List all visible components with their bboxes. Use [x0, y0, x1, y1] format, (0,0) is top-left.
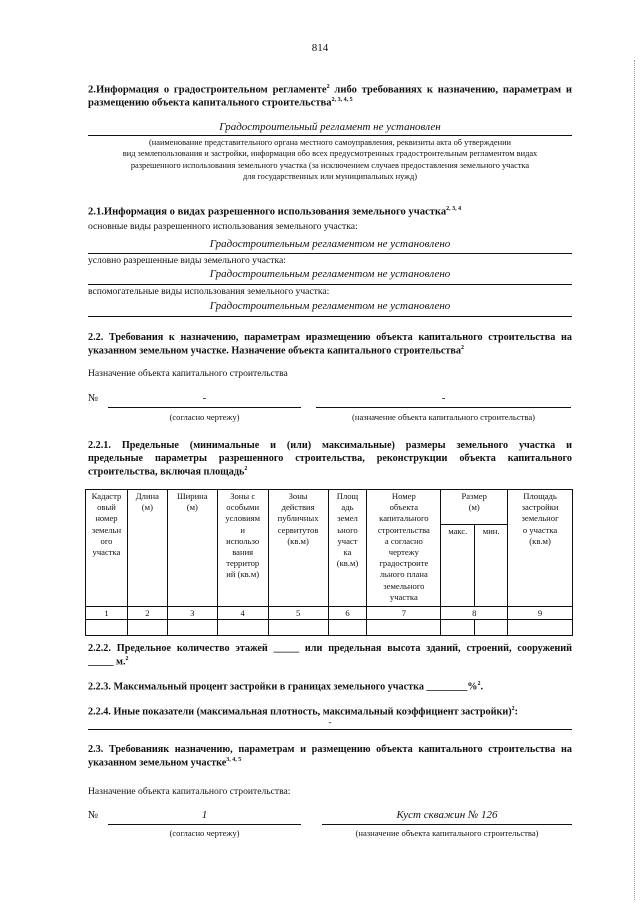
table-cell	[127, 620, 167, 636]
section222-line1: 2.2.2. Предельное количество этажей _____ или предельная высота зданий, строений, сооружений	[88, 643, 572, 654]
section22-name-underline	[316, 407, 571, 408]
column-number: 1	[86, 607, 128, 620]
main-uses-label: основные виды разрешенного использования земельного участка:	[88, 221, 358, 232]
section221-title-line2: предельные параметры разрешенного строительства, реконструкции объекта капитального	[88, 453, 572, 464]
section22-no-caption: (согласно чертежу)	[169, 412, 240, 422]
section22-name-value: -	[441, 393, 446, 404]
column-number: 9	[508, 607, 573, 620]
conditional-uses-value: Градостроительным регламентом не установлено	[209, 268, 451, 280]
section23-no-label: №	[88, 810, 99, 821]
section23-no-caption: (согласно чертежу)	[169, 828, 240, 838]
section23-title-line2: указанном земельном участке$^{3, 4, 5}$	[88, 757, 242, 769]
parameters-table	[85, 489, 573, 636]
scan-edge	[634, 60, 636, 900]
section222-line2: _____ м.$^2$	[88, 656, 129, 668]
table-cell	[367, 620, 441, 636]
header-servitude-zones: Зоны действия публичных сервитутов (кв.м)	[268, 490, 328, 607]
section221-title-line3: строительства, включая площадь$^2$	[88, 466, 248, 478]
section22-title-line1: 2.2. Требования к назначению, параметрам иразмещению объекта капитального строительства на	[88, 332, 572, 343]
section23-purpose-label: Назначение объекта капитального строительства:	[88, 786, 291, 797]
header-plot-area: Площ адь земел ьного участ ка (кв.м)	[328, 490, 367, 607]
column-number: 3	[167, 607, 217, 620]
section224-underline	[88, 729, 572, 730]
section221-title-line1: 2.2.1. Предельные (минимальные и (или) максимальные) размеры земельного участка и	[88, 440, 572, 451]
section22-purpose-label: Назначение объекта капитального строительства	[88, 368, 288, 379]
section23-name-value: Куст скважин № 126	[396, 809, 498, 821]
header-building-area: Площадь застройки земельног о участка (кв.м)	[508, 490, 573, 607]
header-object-number: Номер объекта капитального строительства а согласно чертежу градостроите льного плана земельного участка	[367, 490, 441, 607]
main-uses-underline	[88, 253, 572, 254]
section22-no-underline	[108, 407, 301, 408]
column-number: 4	[217, 607, 268, 620]
table-cell	[167, 620, 217, 636]
section22-no-value: -	[202, 393, 207, 404]
section23-no-value: 1	[201, 809, 208, 821]
regulation-caption: (наименование представительного органа местного самоуправления, реквизиты акта об утверждении вид землепользования и застройки, информация обо всех предусмотренных градостроительным регламентом видах разрешенного использования земельного участка (за исключением случаев предоставления земельного участка для государственных или муниципальных нужд)	[122, 138, 538, 182]
header-size: Размер (м)	[441, 490, 508, 525]
regulation-underline	[88, 135, 572, 136]
table-cell	[441, 620, 475, 636]
table-cell	[217, 620, 268, 636]
section23-name-caption: (назначение объекта капитального строительства)	[355, 828, 539, 838]
column-number: 2	[127, 607, 167, 620]
section23-title-line1: 2.3. Требованияк назначению, параметрам и размещению объекта капитального строительства на	[88, 744, 572, 755]
section21-title: 2.1.Информация о видах разрешенного использования земельного участка$^{2, 3, 4}$	[88, 206, 462, 218]
section23-no-underline	[108, 824, 301, 825]
table-cell	[508, 620, 573, 636]
main-uses-value: Градостроительным регламентом не установлено	[209, 238, 451, 250]
subheader-size-min: мин.	[475, 524, 508, 606]
conditional-uses-label: условно разрешенные виды земельного участка:	[88, 255, 286, 266]
header-special-zones: Зоны с особыми условиям и использо вания территор ий (кв.м)	[217, 490, 268, 607]
section224-value: -	[328, 717, 332, 727]
table-cell	[86, 620, 128, 636]
section2-title-line2: размещению объекта капитального строительства$^{2, 3, 4, 5}$	[88, 97, 353, 109]
column-number: 6	[328, 607, 367, 620]
section2-title-line1: 2.Информация о градостроительном регламенте$^2$ либо требованиях к назначению, параметрам и	[88, 84, 572, 96]
header-cadastral-number: Кадастр овый номер земельн ого участка	[86, 490, 128, 607]
column-number: 8	[441, 607, 508, 620]
regulation-value: Градостроительный регламент не установлен	[219, 121, 441, 133]
table-cell	[268, 620, 328, 636]
page-number: 814	[311, 42, 329, 54]
table-cell	[475, 620, 508, 636]
auxiliary-uses-underline	[88, 316, 572, 317]
conditional-uses-underline	[88, 284, 572, 285]
table-cell	[328, 620, 367, 636]
auxiliary-uses-value: Градостроительным регламентом не установлено	[209, 300, 451, 312]
header-width: Ширина (м)	[167, 490, 217, 607]
section22-no-label: №	[88, 393, 99, 404]
section22-name-caption: (назначение объекта капитального строительства)	[351, 412, 536, 422]
section223-line: 2.2.3. Максимальный процент застройки в границах земельного участка ________%$^2$.	[88, 681, 484, 693]
section22-title-line2: указанном земельном участке. Назначение объекта капитального строительства$^2$	[88, 345, 464, 357]
header-length: Длина (м)	[127, 490, 167, 607]
column-number: 5	[268, 607, 328, 620]
column-number: 7	[367, 607, 441, 620]
auxiliary-uses-label: вспомогательные виды использования земельного участка:	[88, 286, 330, 297]
subheader-size-max: макс.	[441, 524, 475, 606]
section23-name-underline	[322, 824, 572, 825]
section224-line: 2.2.4. Иные показатели (максимальная плотность, максимальный коэффициент застройки)$^2$:	[88, 706, 519, 718]
